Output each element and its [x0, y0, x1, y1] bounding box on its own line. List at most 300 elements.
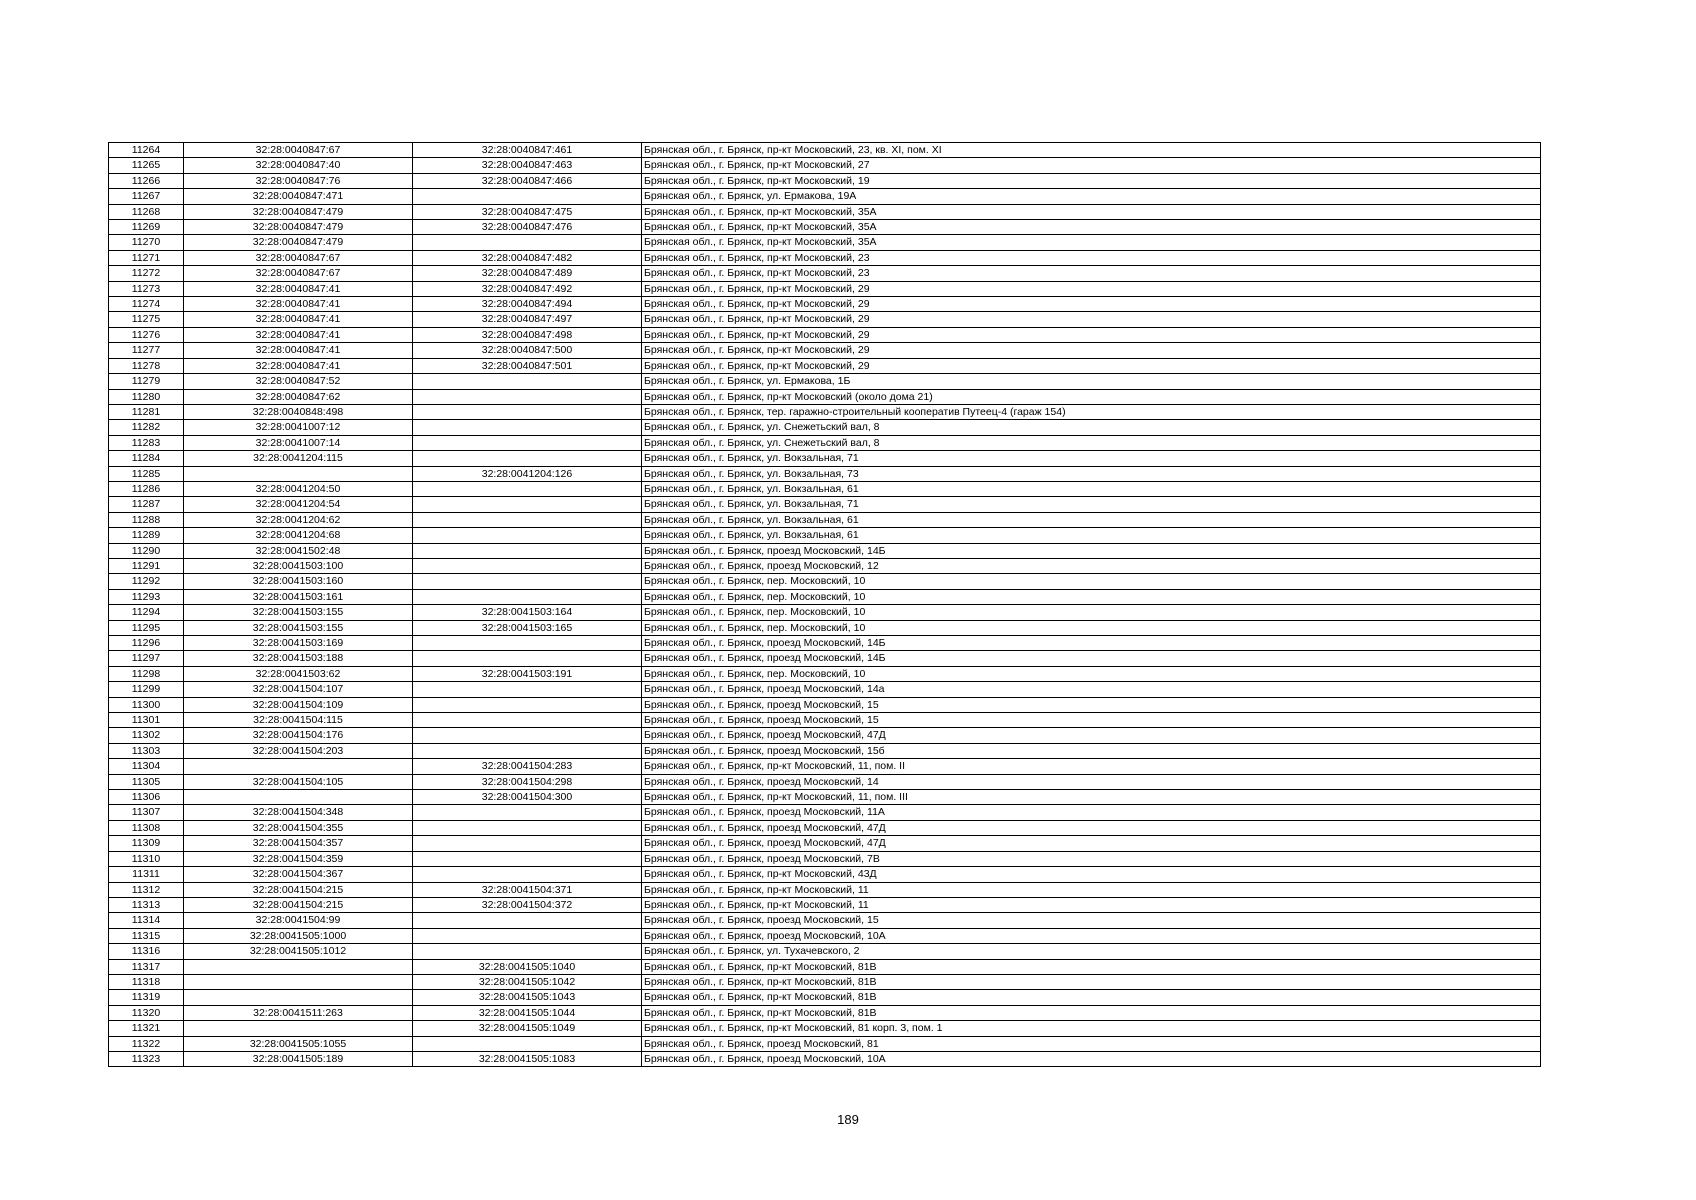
address-cell: Брянская обл., г. Брянск, проезд Московский, 12: [642, 558, 1541, 573]
cadastral-number-cell: [184, 759, 413, 774]
cadastral-number-cell: 32:28:0040847:67: [184, 250, 413, 265]
table-row: [109, 250, 1541, 265]
cadastral-number-cell: [184, 1021, 413, 1036]
registry-table-body: [109, 143, 1541, 1067]
row-number-cell: 11275: [109, 312, 184, 327]
row-number-cell: 11269: [109, 220, 184, 235]
table-row: [109, 343, 1541, 358]
cadastral-number-cell: 32:28:0041504:109: [184, 697, 413, 712]
row-number-cell: 11305: [109, 774, 184, 789]
related-cadastral-number-cell: [413, 389, 642, 404]
related-cadastral-number-cell: [413, 558, 642, 573]
row-number-cell: 11288: [109, 512, 184, 527]
row-number-cell: 11297: [109, 651, 184, 666]
related-cadastral-number-cell: [413, 512, 642, 527]
row-number-cell: 11323: [109, 1051, 184, 1066]
row-number-cell: 11283: [109, 435, 184, 450]
table-row: [109, 851, 1541, 866]
row-number-cell: 11286: [109, 481, 184, 496]
row-number-cell: 11319: [109, 990, 184, 1005]
cadastral-number-cell: 32:28:0041511:263: [184, 1005, 413, 1020]
address-cell: Брянская обл., г. Брянск, пер. Московский, 10: [642, 605, 1541, 620]
row-number-cell: 11298: [109, 666, 184, 681]
related-cadastral-number-cell: [413, 528, 642, 543]
cadastral-number-cell: 32:28:0040847:67: [184, 143, 413, 158]
table-row: [109, 974, 1541, 989]
cadastral-number-cell: 32:28:0040847:41: [184, 312, 413, 327]
cadastral-number-cell: [184, 466, 413, 481]
row-number-cell: 11290: [109, 543, 184, 558]
address-cell: Брянская обл., г. Брянск, ул. Вокзальная, 73: [642, 466, 1541, 481]
table-row: [109, 435, 1541, 450]
table-row: [109, 512, 1541, 527]
row-number-cell: 11279: [109, 374, 184, 389]
table-row: [109, 589, 1541, 604]
row-number-cell: 11291: [109, 558, 184, 573]
address-cell: Брянская обл., г. Брянск, пр-кт Московский, 23: [642, 250, 1541, 265]
row-number-cell: 11313: [109, 897, 184, 912]
address-cell: Брянская обл., г. Брянск, пр-кт Московский, 81 корп. 3, пом. 1: [642, 1021, 1541, 1036]
address-cell: Брянская обл., г. Брянск, проезд Московский, 7В: [642, 851, 1541, 866]
related-cadastral-number-cell: 32:28:0041504:283: [413, 759, 642, 774]
related-cadastral-number-cell: [413, 481, 642, 496]
table-row: [109, 1036, 1541, 1051]
row-number-cell: 11322: [109, 1036, 184, 1051]
cadastral-number-cell: 32:28:0041204:50: [184, 481, 413, 496]
row-number-cell: 11284: [109, 451, 184, 466]
table-row: [109, 666, 1541, 681]
cadastral-number-cell: 32:28:0040847:471: [184, 189, 413, 204]
address-cell: Брянская обл., г. Брянск, пр-кт Московский, 23, кв. XI, пом. XI: [642, 143, 1541, 158]
cadastral-number-cell: 32:28:0040847:41: [184, 281, 413, 296]
row-number-cell: 11303: [109, 743, 184, 758]
table-row: [109, 451, 1541, 466]
address-cell: Брянская обл., г. Брянск, проезд Московский, 14Б: [642, 636, 1541, 651]
row-number-cell: 11274: [109, 297, 184, 312]
address-cell: Брянская обл., г. Брянск, проезд Московский, 14: [642, 774, 1541, 789]
related-cadastral-number-cell: 32:28:0041505:1043: [413, 990, 642, 1005]
address-cell: Брянская обл., г. Брянск, пр-кт Московский, 81В: [642, 1005, 1541, 1020]
related-cadastral-number-cell: [413, 543, 642, 558]
cadastral-number-cell: 32:28:0041503:160: [184, 574, 413, 589]
related-cadastral-number-cell: 32:28:0041505:1049: [413, 1021, 642, 1036]
row-number-cell: 11292: [109, 574, 184, 589]
table-row: [109, 759, 1541, 774]
cadastral-number-cell: 32:28:0041504:357: [184, 836, 413, 851]
cadastral-number-cell: 32:28:0041204:54: [184, 497, 413, 512]
related-cadastral-number-cell: 32:28:0041504:300: [413, 790, 642, 805]
address-cell: Брянская обл., г. Брянск, пр-кт Московский, 11: [642, 882, 1541, 897]
related-cadastral-number-cell: 32:28:0041505:1042: [413, 974, 642, 989]
row-number-cell: 11320: [109, 1005, 184, 1020]
related-cadastral-number-cell: 32:28:0040847:476: [413, 220, 642, 235]
row-number-cell: 11299: [109, 682, 184, 697]
related-cadastral-number-cell: 32:28:0040847:463: [413, 158, 642, 173]
table-row: [109, 697, 1541, 712]
related-cadastral-number-cell: 32:28:0041505:1040: [413, 959, 642, 974]
table-row: [109, 867, 1541, 882]
related-cadastral-number-cell: [413, 928, 642, 943]
table-row: [109, 420, 1541, 435]
address-cell: Брянская обл., г. Брянск, пр-кт Московский, 35А: [642, 204, 1541, 219]
address-cell: Брянская обл., г. Брянск, ул. Ермакова, 1Б: [642, 374, 1541, 389]
related-cadastral-number-cell: 32:28:0040847:494: [413, 297, 642, 312]
related-cadastral-number-cell: [413, 189, 642, 204]
related-cadastral-number-cell: 32:28:0040847:489: [413, 266, 642, 281]
table-row: [109, 713, 1541, 728]
row-number-cell: 11273: [109, 281, 184, 296]
address-cell: Брянская обл., г. Брянск, проезд Московский, 15б: [642, 743, 1541, 758]
row-number-cell: 11285: [109, 466, 184, 481]
cadastral-number-cell: 32:28:0041504:105: [184, 774, 413, 789]
related-cadastral-number-cell: [413, 435, 642, 450]
row-number-cell: 11280: [109, 389, 184, 404]
row-number-cell: 11311: [109, 867, 184, 882]
table-row: [109, 358, 1541, 373]
cadastral-number-cell: 32:28:0040847:41: [184, 343, 413, 358]
table-row: [109, 466, 1541, 481]
related-cadastral-number-cell: [413, 235, 642, 250]
address-cell: Брянская обл., г. Брянск, ул. Ермакова, 19А: [642, 189, 1541, 204]
cadastral-number-cell: [184, 974, 413, 989]
registry-table: [108, 142, 1541, 1067]
cadastral-number-cell: 32:28:0041504:203: [184, 743, 413, 758]
related-cadastral-number-cell: 32:28:0040847:492: [413, 281, 642, 296]
cadastral-number-cell: 32:28:0041504:359: [184, 851, 413, 866]
address-cell: Брянская обл., г. Брянск, пр-кт Московский, 29: [642, 312, 1541, 327]
cadastral-number-cell: 32:28:0040847:76: [184, 173, 413, 188]
cadastral-number-cell: 32:28:0041504:107: [184, 682, 413, 697]
address-cell: Брянская обл., г. Брянск, ул. Вокзальная, 71: [642, 497, 1541, 512]
related-cadastral-number-cell: 32:28:0040847:498: [413, 327, 642, 342]
row-number-cell: 11271: [109, 250, 184, 265]
cadastral-number-cell: 32:28:0040847:479: [184, 235, 413, 250]
table-row: [109, 189, 1541, 204]
address-cell: Брянская обл., г. Брянск, пр-кт Московский, 23: [642, 266, 1541, 281]
related-cadastral-number-cell: 32:28:0040847:500: [413, 343, 642, 358]
table-row: [109, 312, 1541, 327]
row-number-cell: 11300: [109, 697, 184, 712]
row-number-cell: 11296: [109, 636, 184, 651]
address-cell: Брянская обл., г. Брянск, пр-кт Московский, 81В: [642, 959, 1541, 974]
table-row: [109, 173, 1541, 188]
address-cell: Брянская обл., г. Брянск, ул. Вокзальная, 71: [642, 451, 1541, 466]
cadastral-number-cell: 32:28:0041504:115: [184, 713, 413, 728]
cadastral-number-cell: 32:28:0041503:155: [184, 620, 413, 635]
row-number-cell: 11307: [109, 805, 184, 820]
row-number-cell: 11318: [109, 974, 184, 989]
related-cadastral-number-cell: [413, 728, 642, 743]
cadastral-number-cell: 32:28:0041502:48: [184, 543, 413, 558]
related-cadastral-number-cell: 32:28:0041503:164: [413, 605, 642, 620]
row-number-cell: 11306: [109, 790, 184, 805]
table-row: [109, 220, 1541, 235]
row-number-cell: 11295: [109, 620, 184, 635]
address-cell: Брянская обл., г. Брянск, пр-кт Московский, 29: [642, 343, 1541, 358]
cadastral-number-cell: 32:28:0040847:62: [184, 389, 413, 404]
row-number-cell: 11265: [109, 158, 184, 173]
address-cell: Брянская обл., г. Брянск, пр-кт Московский, 29: [642, 327, 1541, 342]
related-cadastral-number-cell: 32:28:0041503:191: [413, 666, 642, 681]
cadastral-number-cell: 32:28:0040847:67: [184, 266, 413, 281]
address-cell: Брянская обл., г. Брянск, пр-кт Московский, 11, пом. III: [642, 790, 1541, 805]
cadastral-number-cell: 32:28:0041504:176: [184, 728, 413, 743]
cadastral-number-cell: 32:28:0041504:367: [184, 867, 413, 882]
table-row: [109, 959, 1541, 974]
table-row: [109, 944, 1541, 959]
table-row: [109, 143, 1541, 158]
cadastral-number-cell: 32:28:0040847:41: [184, 358, 413, 373]
cadastral-number-cell: [184, 990, 413, 1005]
related-cadastral-number-cell: 32:28:0040847:475: [413, 204, 642, 219]
table-row: [109, 990, 1541, 1005]
cadastral-number-cell: [184, 959, 413, 974]
address-cell: Брянская обл., г. Брянск, проезд Московский, 15: [642, 697, 1541, 712]
cadastral-number-cell: 32:28:0041007:14: [184, 435, 413, 450]
related-cadastral-number-cell: 32:28:0041504:298: [413, 774, 642, 789]
address-cell: Брянская обл., г. Брянск, проезд Московский, 81: [642, 1036, 1541, 1051]
row-number-cell: 11270: [109, 235, 184, 250]
cadastral-number-cell: 32:28:0040847:41: [184, 327, 413, 342]
related-cadastral-number-cell: 32:28:0040847:482: [413, 250, 642, 265]
related-cadastral-number-cell: [413, 867, 642, 882]
address-cell: Брянская обл., г. Брянск, пер. Московский, 10: [642, 620, 1541, 635]
cadastral-number-cell: 32:28:0041505:189: [184, 1051, 413, 1066]
related-cadastral-number-cell: 32:28:0041504:372: [413, 897, 642, 912]
table-row: [109, 743, 1541, 758]
related-cadastral-number-cell: [413, 944, 642, 959]
cadastral-number-cell: 32:28:0041503:100: [184, 558, 413, 573]
cadastral-number-cell: 32:28:0041505:1055: [184, 1036, 413, 1051]
row-number-cell: 11310: [109, 851, 184, 866]
cadastral-number-cell: 32:28:0040847:40: [184, 158, 413, 173]
table-row: [109, 805, 1541, 820]
address-cell: Брянская обл., г. Брянск, пер. Московский, 10: [642, 589, 1541, 604]
table-row: [109, 836, 1541, 851]
address-cell: Брянская обл., г. Брянск, проезд Московский, 10А: [642, 1051, 1541, 1066]
row-number-cell: 11282: [109, 420, 184, 435]
row-number-cell: 11267: [109, 189, 184, 204]
row-number-cell: 11312: [109, 882, 184, 897]
table-row: [109, 266, 1541, 281]
row-number-cell: 11317: [109, 959, 184, 974]
related-cadastral-number-cell: [413, 589, 642, 604]
address-cell: Брянская обл., г. Брянск, ул. Тухачевского, 2: [642, 944, 1541, 959]
related-cadastral-number-cell: 32:28:0040847:461: [413, 143, 642, 158]
address-cell: Брянская обл., г. Брянск, проезд Московский, 11А: [642, 805, 1541, 820]
related-cadastral-number-cell: [413, 713, 642, 728]
address-cell: Брянская обл., г. Брянск, пр-кт Московский, 43Д: [642, 867, 1541, 882]
cadastral-number-cell: 32:28:0040847:52: [184, 374, 413, 389]
related-cadastral-number-cell: [413, 913, 642, 928]
cadastral-number-cell: 32:28:0041204:62: [184, 512, 413, 527]
address-cell: Брянская обл., г. Брянск, пр-кт Московский, 81В: [642, 974, 1541, 989]
table-row: [109, 558, 1541, 573]
table-row: [109, 574, 1541, 589]
cadastral-number-cell: 32:28:0040847:479: [184, 204, 413, 219]
table-row: [109, 651, 1541, 666]
table-row: [109, 235, 1541, 250]
address-cell: Брянская обл., г. Брянск, пр-кт Московский, 35А: [642, 220, 1541, 235]
row-number-cell: 11315: [109, 928, 184, 943]
row-number-cell: 11276: [109, 327, 184, 342]
address-cell: Брянская обл., г. Брянск, пр-кт Московский, 27: [642, 158, 1541, 173]
table-row: [109, 728, 1541, 743]
table-row: [109, 928, 1541, 943]
row-number-cell: 11314: [109, 913, 184, 928]
table-row: [109, 327, 1541, 342]
row-number-cell: 11304: [109, 759, 184, 774]
address-cell: Брянская обл., г. Брянск, проезд Московский, 47Д: [642, 728, 1541, 743]
cadastral-number-cell: 32:28:0041503:155: [184, 605, 413, 620]
table-row: [109, 281, 1541, 296]
cadastral-number-cell: 32:28:0040848:498: [184, 404, 413, 419]
address-cell: Брянская обл., г. Брянск, проезд Московский, 14Б: [642, 651, 1541, 666]
cadastral-number-cell: 32:28:0041007:12: [184, 420, 413, 435]
related-cadastral-number-cell: [413, 651, 642, 666]
table-row: [109, 605, 1541, 620]
table-row: [109, 774, 1541, 789]
table-row: [109, 1051, 1541, 1066]
cadastral-number-cell: 32:28:0041504:355: [184, 820, 413, 835]
related-cadastral-number-cell: [413, 697, 642, 712]
row-number-cell: 11287: [109, 497, 184, 512]
cadastral-number-cell: 32:28:0041204:68: [184, 528, 413, 543]
related-cadastral-number-cell: [413, 851, 642, 866]
cadastral-number-cell: 32:28:0041204:115: [184, 451, 413, 466]
address-cell: Брянская обл., г. Брянск, пр-кт Московский, 19: [642, 173, 1541, 188]
table-row: [109, 204, 1541, 219]
row-number-cell: 11316: [109, 944, 184, 959]
address-cell: Брянская обл., г. Брянск, пер. Московский, 10: [642, 574, 1541, 589]
related-cadastral-number-cell: 32:28:0041204:126: [413, 466, 642, 481]
related-cadastral-number-cell: [413, 374, 642, 389]
table-row: [109, 820, 1541, 835]
cadastral-number-cell: 32:28:0040847:479: [184, 220, 413, 235]
table-row: [109, 543, 1541, 558]
cadastral-number-cell: 32:28:0041504:215: [184, 897, 413, 912]
address-cell: Брянская обл., г. Брянск, ул. Снежетьский вал, 8: [642, 420, 1541, 435]
related-cadastral-number-cell: 32:28:0041505:1083: [413, 1051, 642, 1066]
related-cadastral-number-cell: [413, 497, 642, 512]
row-number-cell: 11308: [109, 820, 184, 835]
cadastral-number-cell: 32:28:0041503:169: [184, 636, 413, 651]
row-number-cell: 11321: [109, 1021, 184, 1036]
table-row: [109, 297, 1541, 312]
table-row: [109, 374, 1541, 389]
address-cell: Брянская обл., г. Брянск, ул. Вокзальная, 61: [642, 481, 1541, 496]
row-number-cell: 11264: [109, 143, 184, 158]
table-row: [109, 1021, 1541, 1036]
table-row: [109, 913, 1541, 928]
related-cadastral-number-cell: [413, 743, 642, 758]
cadastral-number-cell: 32:28:0040847:41: [184, 297, 413, 312]
row-number-cell: 11268: [109, 204, 184, 219]
table-row: [109, 636, 1541, 651]
row-number-cell: 11289: [109, 528, 184, 543]
table-row: [109, 158, 1541, 173]
related-cadastral-number-cell: 32:28:0041504:371: [413, 882, 642, 897]
table-row: [109, 1005, 1541, 1020]
related-cadastral-number-cell: [413, 636, 642, 651]
address-cell: Брянская обл., г. Брянск, пр-кт Московский, 11, пом. II: [642, 759, 1541, 774]
address-cell: Брянская обл., г. Брянск, пр-кт Московский, 29: [642, 358, 1541, 373]
address-cell: Брянская обл., г. Брянск, проезд Московский, 14а: [642, 682, 1541, 697]
cadastral-number-cell: 32:28:0041505:1000: [184, 928, 413, 943]
address-cell: Брянская обл., г. Брянск, ул. Вокзальная, 61: [642, 512, 1541, 527]
address-cell: Брянская обл., г. Брянск, тер. гаражно-строительный кооператив Путеец-4 (гараж 154): [642, 404, 1541, 419]
related-cadastral-number-cell: 32:28:0040847:501: [413, 358, 642, 373]
row-number-cell: 11302: [109, 728, 184, 743]
address-cell: Брянская обл., г. Брянск, проезд Московский, 47Д: [642, 820, 1541, 835]
address-cell: Брянская обл., г. Брянск, пр-кт Московский (около дома 21): [642, 389, 1541, 404]
table-row: [109, 404, 1541, 419]
related-cadastral-number-cell: [413, 451, 642, 466]
row-number-cell: 11309: [109, 836, 184, 851]
row-number-cell: 11266: [109, 173, 184, 188]
address-cell: Брянская обл., г. Брянск, пр-кт Московский, 29: [642, 297, 1541, 312]
cadastral-number-cell: 32:28:0041504:348: [184, 805, 413, 820]
cadastral-number-cell: 32:28:0041503:161: [184, 589, 413, 604]
address-cell: Брянская обл., г. Брянск, пр-кт Московский, 11: [642, 897, 1541, 912]
address-cell: Брянская обл., г. Брянск, проезд Московский, 10А: [642, 928, 1541, 943]
table-row: [109, 481, 1541, 496]
related-cadastral-number-cell: [413, 420, 642, 435]
related-cadastral-number-cell: 32:28:0040847:466: [413, 173, 642, 188]
related-cadastral-number-cell: 32:28:0041503:165: [413, 620, 642, 635]
cadastral-number-cell: [184, 790, 413, 805]
row-number-cell: 11301: [109, 713, 184, 728]
address-cell: Брянская обл., г. Брянск, пр-кт Московский, 29: [642, 281, 1541, 296]
related-cadastral-number-cell: 32:28:0041505:1044: [413, 1005, 642, 1020]
cadastral-number-cell: 32:28:0041503:62: [184, 666, 413, 681]
related-cadastral-number-cell: 32:28:0040847:497: [413, 312, 642, 327]
address-cell: Брянская обл., г. Брянск, пр-кт Московский, 81В: [642, 990, 1541, 1005]
row-number-cell: 11278: [109, 358, 184, 373]
address-cell: Брянская обл., г. Брянск, проезд Московский, 47Д: [642, 836, 1541, 851]
related-cadastral-number-cell: [413, 820, 642, 835]
row-number-cell: 11272: [109, 266, 184, 281]
related-cadastral-number-cell: [413, 682, 642, 697]
table-row: [109, 620, 1541, 635]
page-number: 189: [837, 1112, 859, 1127]
row-number-cell: 11294: [109, 605, 184, 620]
table-row: [109, 882, 1541, 897]
address-cell: Брянская обл., г. Брянск, проезд Московский, 15: [642, 713, 1541, 728]
table-row: [109, 389, 1541, 404]
table-row: [109, 790, 1541, 805]
related-cadastral-number-cell: [413, 836, 642, 851]
address-cell: Брянская обл., г. Брянск, ул. Вокзальная, 61: [642, 528, 1541, 543]
row-number-cell: 11293: [109, 589, 184, 604]
related-cadastral-number-cell: [413, 1036, 642, 1051]
table-row: [109, 528, 1541, 543]
cadastral-number-cell: 32:28:0041504:99: [184, 913, 413, 928]
related-cadastral-number-cell: [413, 805, 642, 820]
row-number-cell: 11281: [109, 404, 184, 419]
related-cadastral-number-cell: [413, 404, 642, 419]
cadastral-number-cell: 32:28:0041505:1012: [184, 944, 413, 959]
table-row: [109, 682, 1541, 697]
cadastral-number-cell: 32:28:0041504:215: [184, 882, 413, 897]
row-number-cell: 11277: [109, 343, 184, 358]
address-cell: Брянская обл., г. Брянск, ул. Снежетьский вал, 8: [642, 435, 1541, 450]
cadastral-number-cell: 32:28:0041503:188: [184, 651, 413, 666]
address-cell: Брянская обл., г. Брянск, проезд Московский, 15: [642, 913, 1541, 928]
table-row: [109, 897, 1541, 912]
address-cell: Брянская обл., г. Брянск, проезд Московский, 14Б: [642, 543, 1541, 558]
address-cell: Брянская обл., г. Брянск, пр-кт Московский, 35А: [642, 235, 1541, 250]
